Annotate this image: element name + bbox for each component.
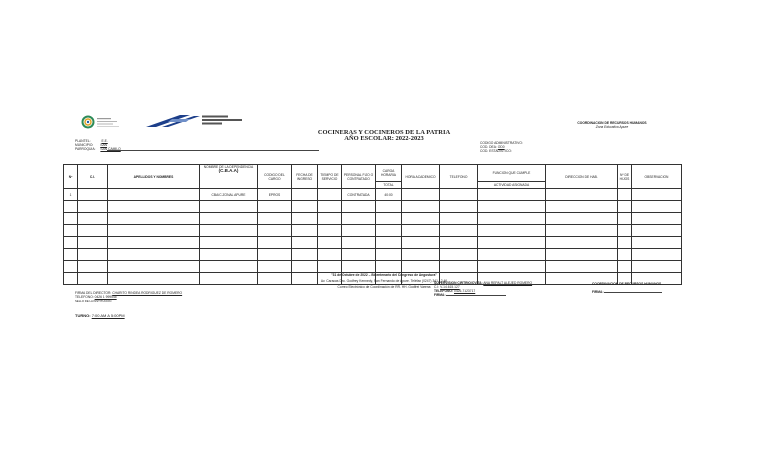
cell-n [64, 249, 78, 261]
cell-fecha [292, 249, 318, 261]
cell-carga [376, 201, 402, 213]
table-row [64, 225, 682, 237]
cell-hora [402, 261, 440, 273]
cell-obs [632, 213, 682, 225]
cell-funcion [478, 249, 546, 261]
cell-direccion [546, 249, 618, 261]
cell-nomina [200, 225, 258, 237]
cell-carga [376, 225, 402, 237]
director-phone-field: TELEFONO: 0426 1 999545 [75, 295, 117, 299]
cell-names [108, 261, 200, 273]
cell-tiempo [318, 225, 342, 237]
cell-personal: CONTRATADA [342, 189, 376, 201]
supervision-signature-field: FIRMA: [434, 293, 532, 297]
col-obs: OBSERVACION [632, 165, 682, 189]
cell-nomina: CBA/C.ZONAL APURE [200, 189, 258, 201]
cod-dea-field: COD. DEA: OD0 [480, 145, 505, 149]
parroquia-underline [107, 150, 319, 151]
cell-direccion [546, 201, 618, 213]
cell-hora [402, 249, 440, 261]
cell-names [108, 201, 200, 213]
cell-direccion [546, 237, 618, 249]
plantel-field: PLANTEL: E.E. [75, 139, 108, 143]
left-info-block [75, 139, 325, 151]
col-funcion-actividad: ACTIVIDAD ASIGNADA [478, 182, 546, 189]
cell-names [108, 237, 200, 249]
cell-hijos [618, 249, 632, 261]
col-telefono: TELEFONO [440, 165, 478, 189]
cell-funcion [478, 189, 546, 201]
supervision-ci-field: C.I: V-14.615.127 [434, 285, 460, 289]
municipio-field: MUNICIPIO: SAN [75, 143, 108, 147]
cell-ci [78, 237, 108, 249]
cell-hijos [618, 237, 632, 249]
cell-n [64, 225, 78, 237]
cell-personal [342, 201, 376, 213]
cell-nomina [200, 249, 258, 261]
cell-personal [342, 213, 376, 225]
cell-obs [632, 261, 682, 273]
col-carga: CARGA HORARIA [376, 165, 402, 182]
supervision-phone-field: TELEFONO: 0426-7123717 [434, 289, 476, 293]
cell-nomina [200, 213, 258, 225]
supervision-signature-line [446, 295, 506, 296]
cell-hora [402, 237, 440, 249]
cell-direccion [546, 213, 618, 225]
coordination-header [548, 121, 676, 129]
cell-carga: 40:00 [376, 189, 402, 201]
col-funcion: FUNCION QUE CUMPLE [478, 165, 546, 182]
cell-cargo: EPROS [258, 189, 292, 201]
cell-tiempo [318, 213, 342, 225]
cell-tiempo [318, 249, 342, 261]
cell-fecha [292, 237, 318, 249]
cell-cargo [258, 261, 292, 273]
col-hijos: Nº DE HIJOS [618, 165, 632, 189]
cell-telefono [440, 201, 478, 213]
cell-n [64, 213, 78, 225]
cell-n [64, 237, 78, 249]
table-row [64, 249, 682, 261]
cell-hijos [618, 225, 632, 237]
coordination-title: COORDINACION DE RECURSOS HUMANOS [577, 121, 647, 125]
cell-tiempo [318, 261, 342, 273]
cell-direccion [546, 225, 618, 237]
cell-hora [402, 189, 440, 201]
director-field: FIRMA DEL DIRECTOR: CHARITO RINDEA RODRIGUEZ DE ROMERO [75, 291, 183, 295]
cell-funcion [478, 261, 546, 273]
cell-cargo [258, 249, 292, 261]
table-header-row [64, 165, 682, 182]
cell-carga [376, 249, 402, 261]
cell-telefono [440, 189, 478, 201]
footer-slogan: "31 de Octubre de 2022 – Bicentenario del Congreso de Angostura" [331, 273, 437, 277]
institution-logo [80, 114, 124, 130]
cell-obs [632, 249, 682, 261]
cell-telefono [440, 225, 478, 237]
cell-n [64, 261, 78, 273]
col-cargo: CODIGO DEL CARGO [258, 165, 292, 189]
table-row [64, 201, 682, 213]
codigo-administrativo-field: CODIGO ADMINISTRATIVO: [480, 141, 523, 145]
coordination-signature-line [604, 292, 662, 293]
cell-telefono [440, 237, 478, 249]
cell-names [108, 249, 200, 261]
cell-funcion [478, 237, 546, 249]
cell-personal [342, 237, 376, 249]
col-names: APELLIDOS Y NOMBRES [108, 165, 200, 189]
cell-hijos [618, 201, 632, 213]
cell-personal [342, 225, 376, 237]
cell-hora [402, 225, 440, 237]
cell-funcion [478, 225, 546, 237]
right-info-block [480, 141, 600, 153]
cell-hijos [618, 189, 632, 201]
col-ci: C.I. [78, 165, 108, 189]
cell-ci [78, 249, 108, 261]
cell-cargo [258, 201, 292, 213]
col-n: Nº [64, 165, 78, 189]
cell-hijos [618, 213, 632, 225]
cell-carga [376, 261, 402, 273]
cell-tiempo [318, 201, 342, 213]
cell-nomina [200, 201, 258, 213]
cell-personal [342, 261, 376, 273]
coordination-subtitle: Zona Educativa Apure [595, 125, 629, 129]
staff-table [63, 164, 682, 285]
cell-carga [376, 213, 402, 225]
cell-personal [342, 249, 376, 261]
col-dependencia-label: NOMBRE DE LA DEPENDENCIA [203, 165, 254, 169]
coordination-signature-field: FIRMA: [592, 290, 662, 294]
col-fecha: FECHA DE INGRESO [292, 165, 318, 189]
supervision-field: SUPERVISION CIRTRIO/CVITA: ANA REPALT ALEJED ROMERO [434, 281, 533, 285]
cell-names [108, 225, 200, 237]
col-carga-total: TOTAL [376, 182, 402, 189]
cell-tiempo [318, 237, 342, 249]
cell-cargo [258, 237, 292, 249]
col-hora: HORA ACADEMICO [402, 165, 440, 189]
col-dependencia [200, 165, 258, 189]
cell-names [108, 213, 200, 225]
cell-cargo [258, 225, 292, 237]
cell-hijos [618, 261, 632, 273]
cell-fecha [292, 213, 318, 225]
cell-nomina [200, 237, 258, 249]
cell-funcion [478, 213, 546, 225]
cell-obs [632, 189, 682, 201]
cell-names [108, 189, 200, 201]
footer-email: Correo Electrónico de Coordinación de RR. HH. Godfrei Varena [337, 285, 431, 289]
cell-tiempo [318, 189, 342, 201]
col-dependencia-sub: (C.B.A.A) [218, 168, 239, 173]
col-tiempo: TIEMPO DE SERVICIO [318, 165, 342, 189]
cell-fecha [292, 201, 318, 213]
footer-address: Av. Caracas Dro. Godfrey Kennedy, San Fernando de Apure. Teléfax (0247) 341.12.46 [320, 279, 448, 283]
cell-ci [78, 213, 108, 225]
cell-telefono [440, 213, 478, 225]
cell-nomina [200, 261, 258, 273]
cell-funcion [478, 201, 546, 213]
cell-direccion [546, 261, 618, 273]
cell-fecha [292, 261, 318, 273]
supervision-block [434, 281, 532, 297]
cell-hora [402, 213, 440, 225]
cell-ci [78, 225, 108, 237]
table-row [64, 261, 682, 273]
cell-cargo [258, 213, 292, 225]
parroquia-field: PARROQUIA: SAN CAMILO [75, 147, 121, 151]
school-year: AÑO ESCOLAR: 2022-2023 [344, 135, 424, 142]
cell-telefono [440, 249, 478, 261]
table-row [64, 189, 682, 201]
cell-ci [78, 201, 108, 213]
zona-educativa-logo [146, 113, 262, 129]
coordination-footer [592, 282, 662, 294]
col-personal: PERSONAL FIJO O CONTRATADO [342, 165, 376, 189]
cod-estadistico-field: COD. ESTADISTICO: [480, 149, 512, 153]
table-row [64, 213, 682, 225]
cell-obs [632, 237, 682, 249]
cell-ci [78, 189, 108, 201]
turno-field: TURNO: 7:00 AM A 5:00PM [75, 313, 125, 318]
footer-left [75, 291, 182, 303]
cell-direccion [546, 189, 618, 201]
coordination-footer-title: COORDINACION DE RECURSOS HUMANOS [592, 282, 662, 286]
cell-ci [78, 261, 108, 273]
document-title: COCINERAS Y COCINEROS DE LA PATRIA [317, 129, 451, 136]
col-direccion: DIRECCION DE HAB. [546, 165, 618, 189]
table-row [64, 237, 682, 249]
cell-telefono [440, 261, 478, 273]
cell-carga [376, 237, 402, 249]
cell-obs [632, 225, 682, 237]
cell-fecha [292, 225, 318, 237]
cell-n [64, 201, 78, 213]
cell-fecha [292, 189, 318, 201]
sello-label: SELLO DE LA INSTITUCION [75, 299, 112, 303]
cell-n: 1 [64, 189, 78, 201]
table-body [64, 189, 682, 285]
cell-hora [402, 201, 440, 213]
cell-obs [632, 201, 682, 213]
